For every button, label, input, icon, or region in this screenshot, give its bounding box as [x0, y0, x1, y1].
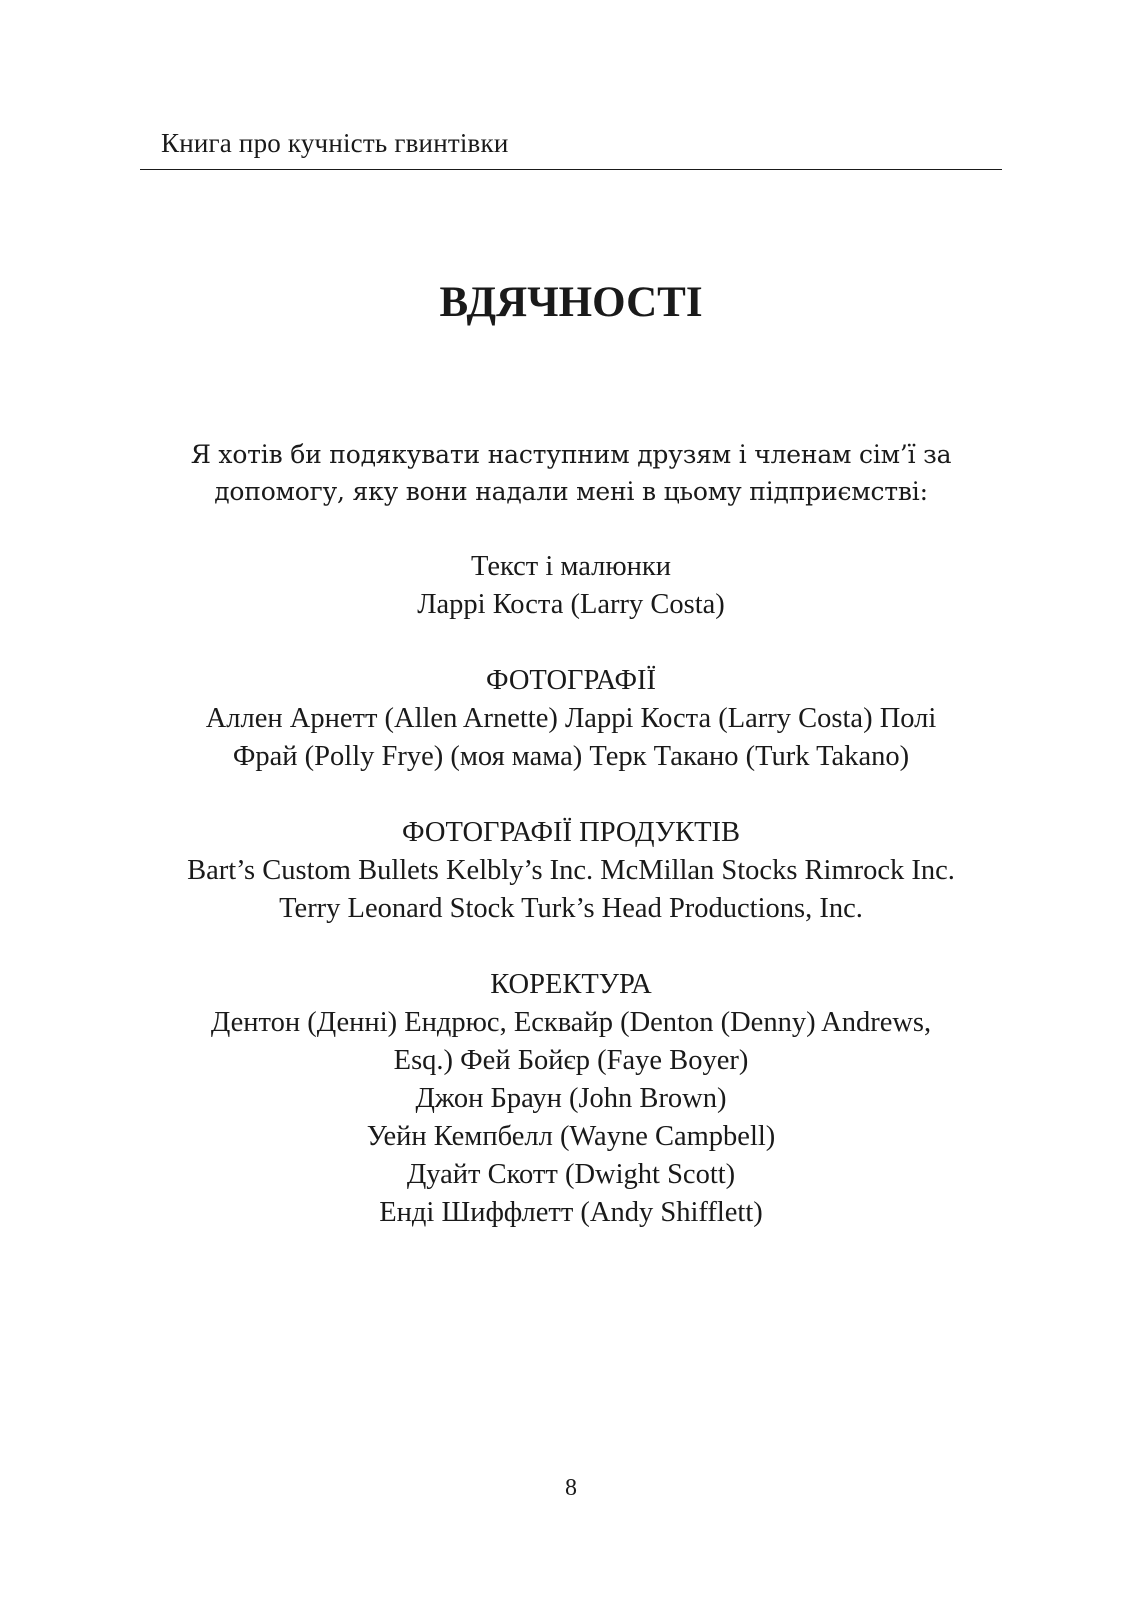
credit-line: Фрай (Polly Frye) (моя мама) Терк Такано (Turk Takano) — [232, 741, 910, 772]
page-title: ВДЯЧНОСТІ — [439, 279, 703, 326]
header-rule — [140, 169, 1002, 170]
intro-line: Я хотів би подякувати наступним друзям і членам сім’ї за — [190, 440, 952, 469]
credit-line: Дентон (Денні) Ендрюс, Есквайр (Denton (Denny) Andrews, — [210, 1007, 932, 1038]
section-heading-text-and-drawings: Текст і малюнки — [471, 551, 671, 582]
credit-line: Esq.) Фей Бойєр (Faye Boyer) — [393, 1045, 749, 1076]
credit-line: Ларрі Коста (Larry Costa) — [417, 589, 725, 620]
section-heading-proofreading: КОРЕКТУРА — [490, 969, 652, 1000]
credit-line: Енді Шиффлетт (Andy Shifflett) — [379, 1197, 763, 1228]
page-number: 8 — [565, 1475, 577, 1501]
section-heading-product-photographs: ФОТОГРАФІЇ ПРОДУКТІВ — [402, 817, 740, 848]
credit-line: Аллен Арнетт (Allen Arnette) Ларрі Коста (Larry Costa) Полі — [205, 703, 937, 734]
credit-line: Джон Браун (John Brown) — [415, 1083, 727, 1114]
running-header: Книга про кучність гвинтівки — [161, 128, 509, 158]
credit-line: Уейн Кемпбелл (Wayne Campbell) — [366, 1121, 776, 1152]
credit-line: Terry Leonard Stock Turk’s Head Productions, Inc. — [279, 893, 863, 924]
credit-line: Дуайт Скотт (Dwight Scott) — [406, 1159, 736, 1190]
credit-line: Bart’s Custom Bullets Kelbly’s Inc. McMillan Stocks Rimrock Inc. — [187, 855, 955, 886]
section-heading-photographs: ФОТОГРАФІЇ — [485, 665, 657, 696]
acknowledgements-body — [140, 436, 1002, 1232]
intro-line: допомогу, яку вони надали мені в цьому підприємстві: — [214, 477, 928, 506]
